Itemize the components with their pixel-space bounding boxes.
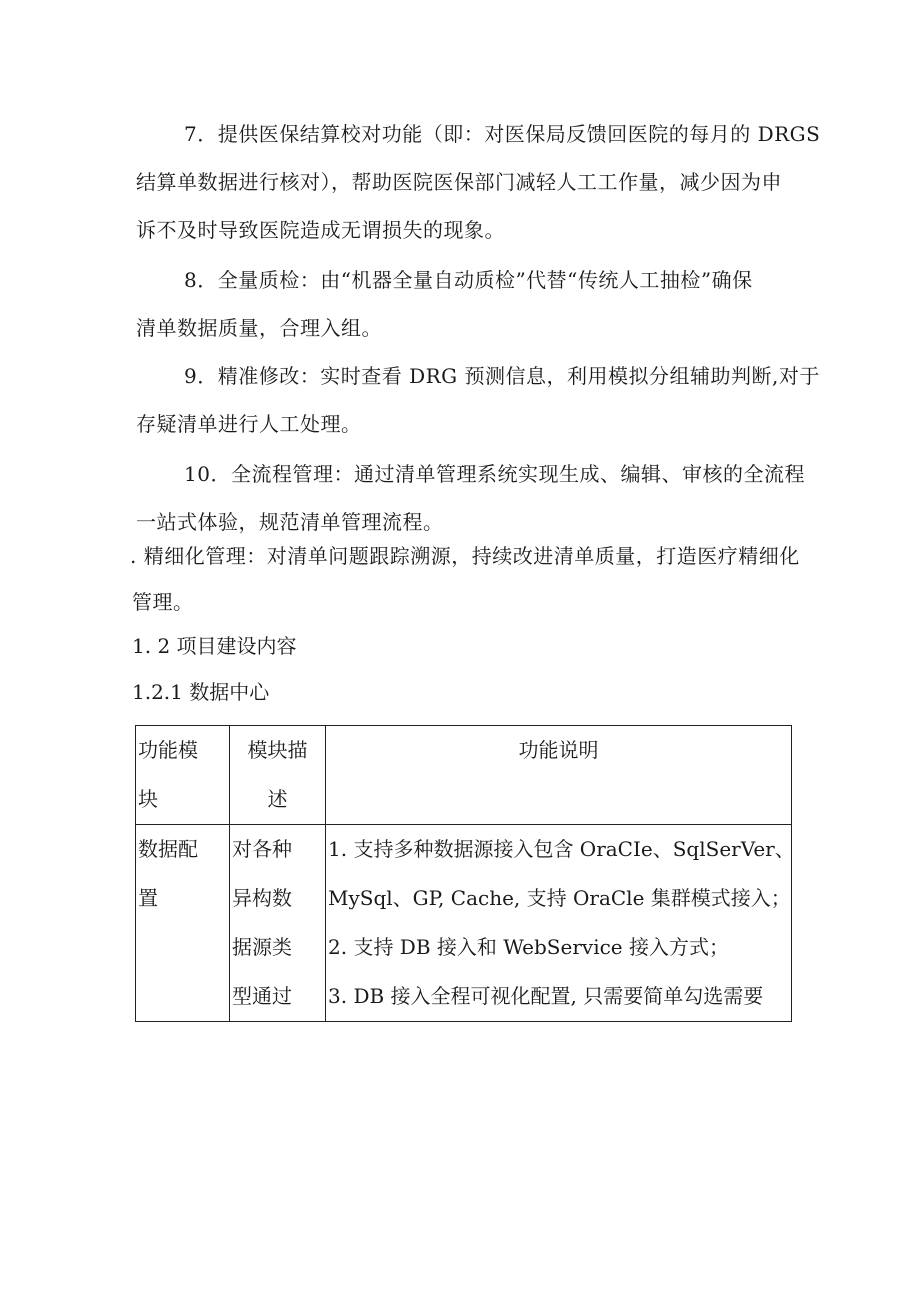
para-8-line-1: 8．全量质检：由“机器全量自动质检”代替“传统人工抽检”确保: [184, 268, 753, 292]
para-7-line-2: 结算单数据进行核对），帮助医院医保部门减轻人工工作量，减少因为申: [136, 170, 782, 194]
row-description-cell: [230, 825, 326, 1022]
table-row: [136, 825, 792, 1022]
para-7-line-1: 7．提供医保结算校对功能（即：对医保局反馈回医院的每月的 DRGS: [184, 122, 821, 146]
header-function-label: 功能说明: [518, 738, 599, 762]
row-description-line-4: 型通过: [232, 984, 292, 1008]
row-description-line-2: 异构数: [232, 886, 292, 910]
para-11-line-2: 管理。: [132, 590, 194, 614]
row-function-line-3: 2. 支持 DB 接入和 WebService 接入方式；: [328, 935, 729, 959]
para-10-line-2: 一站式体验，规范清单管理流程。: [136, 510, 444, 534]
header-cell-description: [230, 726, 326, 825]
para-10-line-1: 10．全流程管理：通过清单管理系统实现生成、编辑、审核的全流程: [184, 462, 805, 486]
para-7-line-3: 诉不及时导致医院造成无谓损失的现象。: [136, 218, 505, 242]
row-module-line-1: 数据配: [138, 837, 198, 861]
row-function-cell: [326, 825, 795, 1022]
row-description-line-1: 对各种: [232, 837, 292, 861]
section-heading-1-2: 1. 2 项目建设内容: [132, 634, 297, 658]
section-heading-1-2-1: 1.2.1 数据中心: [132, 680, 270, 704]
para-9-line-1: 9．精准修改：实时查看 DRG 预测信息，利用模拟分组辅助判断,对于: [184, 364, 820, 388]
para-8-line-2: 清单数据质量，合理入组。: [136, 316, 382, 340]
row-module-line-2: 置: [138, 886, 158, 910]
row-function-line-1: 1. 支持多种数据源接入包含 OraCIe、SqlSerVer、: [328, 837, 795, 861]
header-module-line-1: 功能模: [138, 738, 198, 762]
header-module-line-2: 块: [138, 787, 158, 811]
row-description-line-3: 据源类: [232, 935, 292, 959]
para-9-line-2: 存疑清单进行人工处理。: [136, 412, 362, 436]
para-11-line-1: . 精细化管理：对清单问题跟踪溯源，持续改进清单质量，打造医疗精细化: [130, 544, 800, 568]
row-function-line-4: 3. DB 接入全程可视化配置, 只需要简单勾选需要: [328, 984, 764, 1008]
header-cell-function: [326, 726, 792, 825]
header-description-line-2: 述: [267, 787, 288, 811]
data-center-function-table: [135, 725, 795, 1022]
row-module-cell: [136, 825, 230, 1022]
row-function-line-2: MySql、GP, Cache, 支持 OraCle 集群模式接入；: [328, 886, 791, 910]
table-header-row: [136, 726, 792, 825]
header-cell-module: [136, 726, 230, 825]
header-description-line-1: 模块描: [247, 738, 308, 762]
